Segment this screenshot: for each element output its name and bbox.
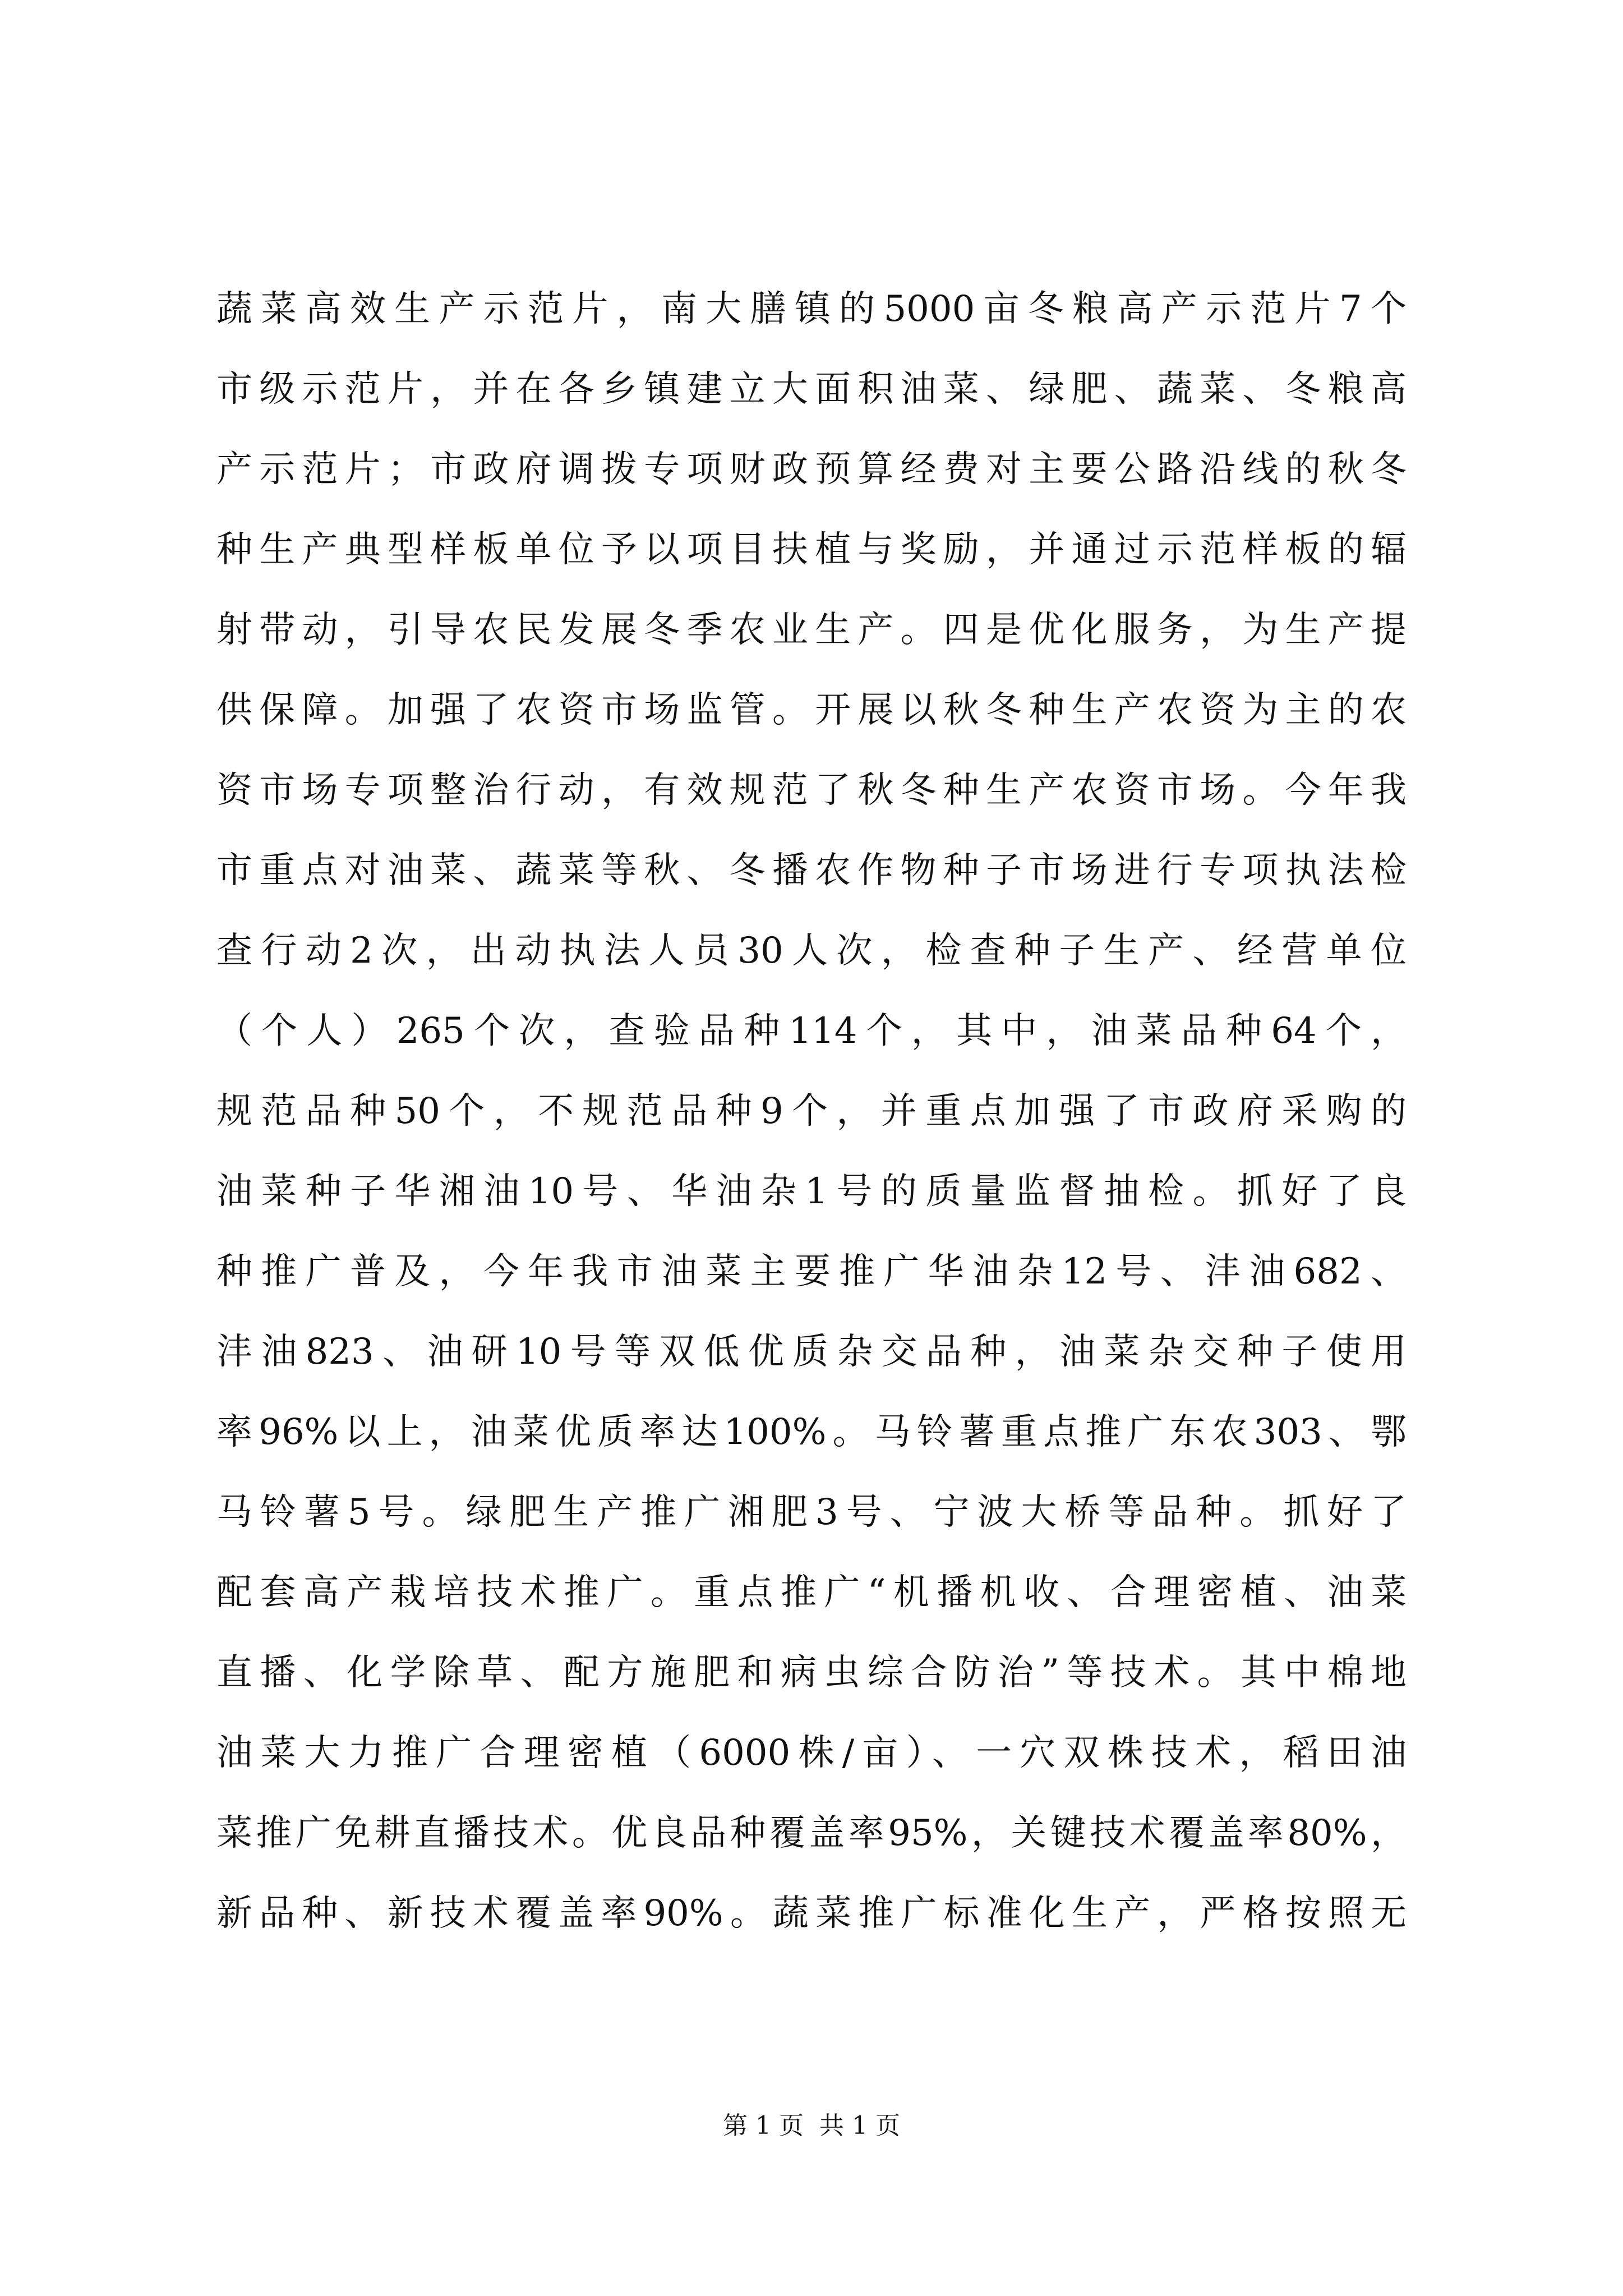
text-line: 供保障。加强了农资市场监管。开展以秋冬种生产农资为主的农: [216, 689, 1407, 731]
text-line: 油菜大力推广合理密植（6000株/亩）、一穴双株技术，稻田油: [216, 1732, 1407, 1774]
text-line: 资市场专项整治行动，有效规范了秋冬种生产农资市场。今年我: [216, 770, 1407, 811]
text-line: 查行动2次，出动执法人员30人次，检查种子生产、经营单位: [216, 930, 1407, 972]
text-line: 市重点对油菜、蔬菜等秋、冬播农作物种子市场进行专项执法检: [216, 850, 1407, 891]
page-footer: 第 1 页 共 1 页: [723, 2111, 900, 2140]
text-line: 市级示范片，并在各乡镇建立大面积油菜、绿肥、蔬菜、冬粮高: [216, 369, 1407, 410]
text-line: 率96%以上，油菜优质率达100%。马铃薯重点推广东农303、鄂: [216, 1411, 1407, 1453]
text-line: 种生产典型样板单位予以项目扶植与奖励，并通过示范样板的辐: [216, 529, 1407, 570]
text-line: 规范品种50个，不规范品种9个，并重点加强了市政府采购的: [216, 1091, 1407, 1132]
text-line: 直播、化学除草、配方施肥和病虫综合防治”等技术。其中棉地: [216, 1652, 1407, 1694]
text-line: 配套高产栽培技术推广。重点推广“机播机收、合理密植、油菜: [216, 1572, 1407, 1613]
text-line: 种推广普及，今年我市油菜主要推广华油杂12号、沣油682、: [216, 1251, 1407, 1292]
text-line: 沣油823、油研10号等双低优质杂交品种，油菜杂交种子使用: [216, 1331, 1407, 1373]
text-line: 射带动，引导农民发展冬季农业生产。四是优化服务，为生产提: [216, 609, 1407, 651]
text-line: 菜推广免耕直播技术。优良品种覆盖率95%，关键技术覆盖率80%，: [216, 1812, 1407, 1854]
text-line: 油菜种子华湘油10号、华油杂1号的质量监督抽检。抓好了良: [216, 1171, 1407, 1212]
text-line: 产示范片；市政府调拨专项财政预算经费对主要公路沿线的秋冬: [216, 449, 1407, 490]
text-line: 蔬菜高效生产示范片，南大膳镇的5000亩冬粮高产示范片7个: [216, 288, 1407, 330]
text-line: 马铃薯5号。绿肥生产推广湘肥3号、宁波大桥等品种。抓好了: [216, 1492, 1407, 1533]
text-line: 新品种、新技术覆盖率90%。蔬菜推广标准化生产，严格按照无: [216, 1893, 1407, 1934]
text-line: （个人）265个次，查验品种114个，其中，油菜品种64个，: [216, 1010, 1407, 1052]
body-text: [216, 269, 1407, 1954]
